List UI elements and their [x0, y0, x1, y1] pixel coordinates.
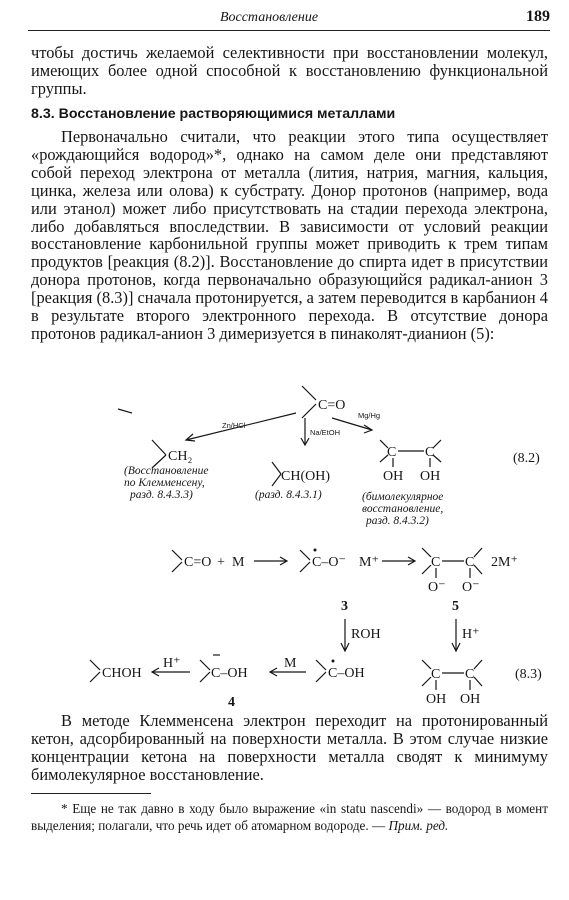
- caption-bimolecular-line2: восстановление,: [362, 503, 444, 515]
- equation-number-8-3: (8.3): [515, 667, 542, 682]
- dimer-anion-c2: C: [465, 555, 475, 570]
- pinacol-c1: C: [431, 667, 441, 682]
- alcohol-formula: CHOH: [102, 666, 142, 681]
- reagent-h-plus-left: H⁺: [163, 656, 181, 671]
- equation-number-8-2: (8.2): [513, 451, 540, 466]
- product-ch2: CH₂: [168, 449, 193, 464]
- radical-alcohol-formula: C–OH: [328, 666, 365, 681]
- page-number: 189: [526, 8, 550, 25]
- pinacol-oh1: OH: [426, 692, 447, 707]
- pinacol-oh2: OH: [460, 692, 481, 707]
- section-heading: 8.3. Восстановление растворяющимися металлами: [31, 106, 396, 122]
- reaction-scheme-8-3: [90, 548, 542, 710]
- reagent-na-etoh: Na/EtOH: [310, 428, 341, 437]
- reagent-roh: ROH: [351, 627, 381, 642]
- compound-label-5: 5: [452, 599, 459, 614]
- dimer-c2: C: [425, 445, 435, 460]
- reactant-carbonyl: C=O: [184, 555, 212, 570]
- dimer-anion-c1: C: [431, 555, 441, 570]
- carbonyl-formula: C=O: [318, 398, 346, 413]
- main-paragraph: Первоначально считали, что реакции этого типа осуществляет «рождающийся водород»*, однако на самом деле они представляют собой переход электрона от металла (лития, натрия, магния, кальция, цинка, железа или олова) к субстрату. Донор протонов (например, вода или этанол) может либо присутствовать на стадии перехода электрона, либо добавляться впоследствии. В зависимости от условий реакции восстановление карбонильной группы может приводить к трем типам продуктов [реакция (8.2)]. Восстановление до спирта идет в присутствии донора протонов, когда первоначально образующийся радикал-анион 3 [реакция (8.3)] сначала протонируется, а затем переводится в карбанион 4 в результате второго электронного перехода. В отсутствие донора протонов радикал-анион 3 димеризуется в пинаколят-дианион (5):: [31, 127, 548, 343]
- carbanion-formula: C–OH: [211, 666, 248, 681]
- product-choh: CH(OH): [281, 469, 330, 484]
- caption-clemmensen-line2: по Клемменсену,: [124, 477, 205, 489]
- footnote-editor-note: Прим. ред.: [388, 817, 449, 833]
- dimer-counter-ions: 2M⁺: [491, 555, 518, 570]
- radical-anion-formula: C–O⁻: [312, 555, 346, 570]
- counter-ion-m-plus: M⁺: [359, 555, 379, 570]
- footnote-text: * Еще не так давно в ходу было выражение «in statu nascendi» — водород в момент выделения; полагали, что речь идет об атомарном водороде. —: [31, 801, 548, 833]
- footnote: [31, 801, 548, 834]
- compound-label-4: 4: [228, 695, 235, 710]
- footnote-divider: [31, 793, 151, 794]
- clemmensen-paragraph: В методе Клемменсена электрон переходит на протонированный кетон, адсорбированный на поверхности металла. В этом случае низкие концентрации кетона на поверхности металла сводят к минимуму бимолекулярное восстановление.: [31, 711, 548, 784]
- reaction-scheme-8-2: [118, 386, 540, 527]
- pinacol-c2: C: [465, 667, 475, 682]
- caption-bimolecular-line3: разд. 8.4.3.2): [366, 515, 429, 527]
- metal-m: M: [232, 555, 245, 570]
- compound-label-3: 3: [341, 599, 348, 614]
- dimer-anion-o2: O⁻: [462, 580, 480, 595]
- dimer-anion-o1: O⁻: [428, 580, 446, 595]
- dimer-oh2: OH: [420, 469, 441, 484]
- dimer-c1: C: [387, 445, 397, 460]
- reagent-h-plus-right: H⁺: [462, 627, 480, 642]
- intro-paragraph: чтобы достичь желаемой селективности при восстановлении молекул, имеющих более одной способной к восстановлению функциональной группы.: [31, 43, 548, 98]
- reagent-mg-hg: Mg/Hg: [358, 411, 381, 420]
- caption-bimolecular-line1: (бимолекулярное: [362, 491, 444, 503]
- caption-section-8-4-3-1: (разд. 8.4.3.1): [255, 489, 322, 501]
- caption-clemmensen-line3: разд. 8.4.3.3): [130, 489, 193, 501]
- reagent-zn-hcl: Zn/HCl: [222, 421, 246, 430]
- caption-clemmensen-line1: (Восстановление: [124, 465, 209, 477]
- running-title: Восстановление: [219, 10, 319, 25]
- plus-sign: +: [217, 555, 225, 570]
- dimer-oh1: OH: [383, 469, 404, 484]
- reagent-m-electron: M: [284, 656, 297, 671]
